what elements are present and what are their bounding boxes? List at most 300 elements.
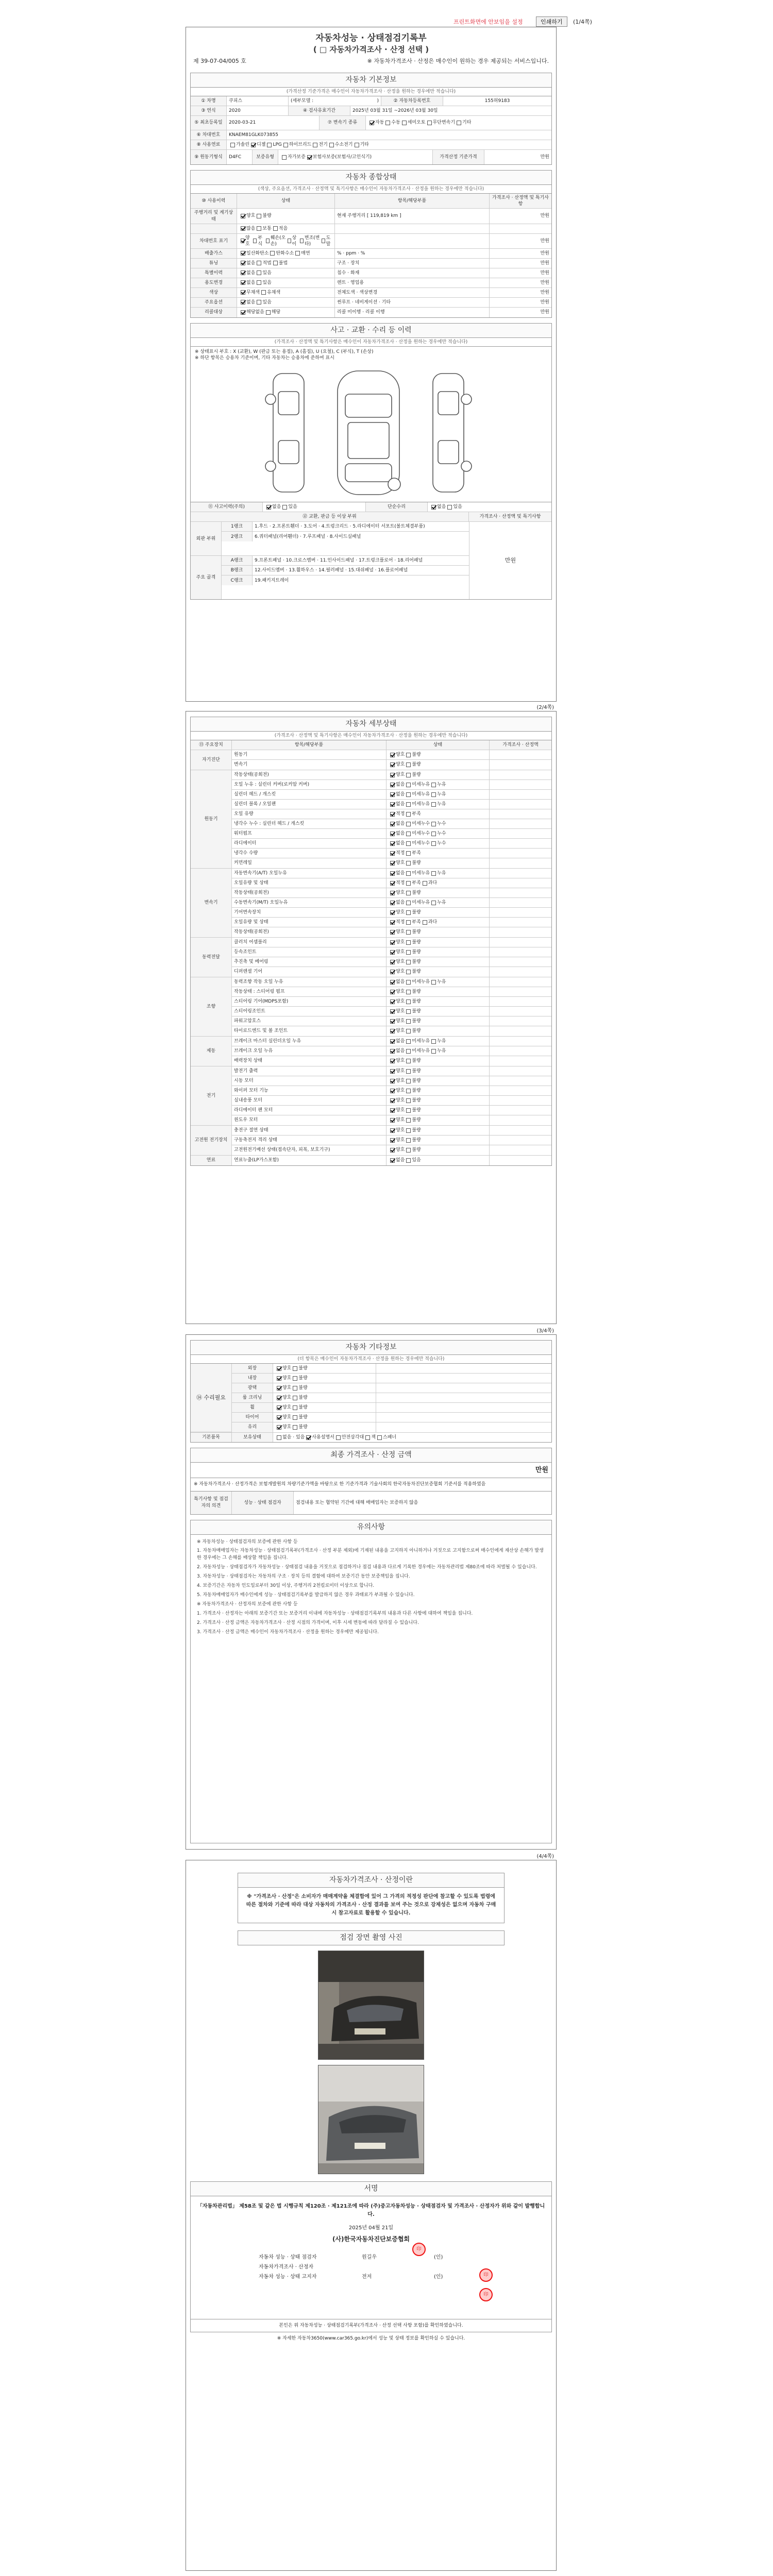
- item-price: [490, 1066, 551, 1076]
- status-opt: 불량: [412, 1127, 421, 1133]
- status-opt: 불량: [412, 890, 421, 895]
- overview-price: 만원: [540, 260, 549, 266]
- item-price: [490, 800, 551, 809]
- car-outline-diagram: [191, 363, 553, 502]
- overview-row: [191, 249, 551, 259]
- status-opt: 미세누유: [412, 1048, 430, 1054]
- overview-extra: 썬루프 · 네비게이션 · 기타: [335, 298, 490, 307]
- check-icon: [390, 1108, 395, 1113]
- check-icon: [390, 773, 395, 777]
- table-row: [232, 1026, 551, 1036]
- damage-items: 19.패키지트레이: [255, 578, 289, 583]
- item-price: [490, 1106, 551, 1115]
- status-opt: 양호: [282, 1385, 292, 1391]
- check-icon: [390, 1079, 395, 1083]
- status-opt: 양호: [396, 890, 405, 895]
- price-explain-title: 자동차가격조사 · 산정이란: [238, 1873, 504, 1888]
- check-icon: [390, 851, 395, 856]
- status-opt: 양호: [396, 1078, 405, 1083]
- status-opt: 있음: [262, 270, 272, 276]
- item-name: 변속기: [232, 760, 386, 770]
- check-icon: [329, 143, 334, 147]
- accident-title: 사고 · 교환 · 수리 등 이력: [190, 323, 552, 337]
- overview-row: [191, 278, 551, 288]
- overview-row: [191, 308, 551, 317]
- check-icon: [241, 251, 245, 256]
- serial-close: ): [377, 98, 379, 104]
- table-row: [232, 898, 551, 908]
- item-price: [490, 957, 551, 967]
- signer-row: [259, 2252, 545, 2262]
- sign-law: 「자동차관리법」 제58조 및 같은 법 시행규칙 제120조 · 제121조에 따라 (주)중고자동차성능 · 상태점검자 및 가격조사 · 산정자가 위와 같이 발행합니다.: [197, 2203, 545, 2217]
- basic-opt: 사용설명서: [312, 1434, 334, 1440]
- status-options: [237, 209, 335, 223]
- status-options: [237, 298, 335, 307]
- check-icon: [402, 121, 407, 125]
- signer-row: [259, 2272, 545, 2282]
- status-opt: 상이: [292, 235, 297, 247]
- price-note: ※ 자동차가격조사 · 산정가격은 보험개발원의 차량기준가액을 바탕으로 한 기준가격과 기술사회의 한국자동차진단보증협회 기준서를 적용하였음: [190, 1478, 552, 1491]
- check-icon: [288, 239, 291, 243]
- item-name: 파워고압호스: [232, 1016, 386, 1026]
- detail-table: [190, 740, 552, 1166]
- caution-line: 4. 보증기간은 자동차 인도일로부터 30일 이상, 주행거리 2천킬로미터 이상으로 합니다.: [197, 1583, 375, 1589]
- sign-date: 2025년 04월 21일: [348, 2225, 394, 2231]
- item-price: [490, 858, 551, 868]
- doc-no-label: 제: [193, 58, 199, 65]
- acc-opt: 있음: [288, 504, 297, 510]
- status-opt: 양호: [396, 860, 405, 866]
- status-opt: 없음: [396, 1158, 405, 1163]
- status-opt: 유채색: [267, 290, 281, 295]
- status-options: [386, 829, 490, 838]
- repair-price: [376, 1364, 551, 1373]
- status-opt: 해당: [271, 310, 281, 315]
- caution-line: 3. 자동차성능 · 상태점검자는 자동차의 구조 · 장치 등의 결함에 대하여 보증기간 동안 보증책임을 집니다.: [197, 1574, 410, 1580]
- car-name-label: ① 차명: [191, 96, 227, 106]
- overview-key: 튜닝: [191, 259, 237, 268]
- item-price: [490, 750, 551, 759]
- check-icon: [406, 841, 411, 846]
- status-opt: 불량: [298, 1395, 308, 1400]
- status-opt: 양호: [396, 998, 405, 1004]
- group-rows: [232, 869, 551, 937]
- status-opt: 없음: [396, 831, 405, 836]
- status-opt: 불량: [412, 929, 421, 935]
- status-options: [386, 760, 490, 770]
- group-rows: [232, 770, 551, 868]
- status-opt: 과다: [428, 880, 438, 886]
- trans-label: ⑦ 변속기 종류: [320, 116, 366, 130]
- status-opt: 탄화수소: [276, 250, 294, 256]
- status-opt: 불량: [412, 998, 421, 1004]
- overview-row: [191, 224, 551, 234]
- status-opt: 불량: [298, 1375, 308, 1381]
- check-icon: [406, 802, 411, 807]
- item-name: 오일 누유 : 실린더 커버(로커암 커버): [232, 780, 386, 789]
- check-icon: [390, 1148, 395, 1153]
- check-icon: [406, 1108, 411, 1113]
- status-options: [386, 997, 490, 1006]
- detail-group: [191, 977, 551, 1037]
- table-row: [232, 1156, 551, 1165]
- item-price: [490, 1156, 551, 1165]
- check-icon: [277, 1396, 281, 1400]
- status-opt: 해당없음: [246, 310, 264, 315]
- check-icon: [390, 881, 395, 886]
- repair-item: 휠: [232, 1403, 273, 1412]
- item-price: [490, 1096, 551, 1105]
- item-name: 스티어링 기어(MDPS포함): [232, 997, 386, 1006]
- repair-item: 타이어: [232, 1413, 273, 1422]
- status-options: [237, 288, 335, 297]
- status-opt: 불량: [412, 1058, 421, 1064]
- check-icon: [406, 1118, 411, 1123]
- group-name: 변속기: [191, 869, 232, 937]
- item-name: 작동상태 : 스티어링 펌프: [232, 987, 386, 996]
- check-icon: [241, 280, 245, 285]
- check-icon: [431, 901, 436, 905]
- check-icon: [273, 261, 278, 265]
- check-icon: [241, 226, 245, 231]
- repair-item: 광택: [232, 1383, 273, 1393]
- item-name: 스티어링조인트: [232, 1007, 386, 1016]
- status-opt: 불량: [412, 762, 421, 768]
- engine: D4FC: [227, 150, 253, 164]
- status-opt: 누유: [437, 782, 446, 787]
- check-icon: [266, 239, 270, 243]
- status-opt: 없음: [246, 260, 256, 266]
- overview-row: [191, 288, 551, 298]
- check-icon: [377, 1435, 382, 1440]
- check-icon: [277, 1425, 281, 1430]
- overview-row: [191, 209, 551, 224]
- overview-extra: [335, 224, 490, 233]
- check-icon: [447, 505, 452, 510]
- status-opt: 미세누유: [412, 979, 430, 985]
- item-name: 동력조향 작동 오일 누유: [232, 977, 386, 987]
- status-options: [386, 1056, 490, 1066]
- check-icon: [406, 1009, 411, 1014]
- check-icon: [431, 802, 436, 807]
- check-icon: [390, 1128, 395, 1133]
- item-price: [490, 809, 551, 819]
- check-icon: [390, 920, 395, 925]
- overview-key: 주행거리 및 계기상태: [191, 209, 237, 223]
- status-opt: 누수: [437, 821, 446, 826]
- status-options: [237, 278, 335, 287]
- item-price: [490, 829, 551, 838]
- table-row: [232, 790, 551, 800]
- table-row: [232, 1016, 551, 1026]
- group-name: 동력전달: [191, 938, 232, 977]
- detail-group: [191, 770, 551, 869]
- status-opt: 양호: [396, 959, 405, 964]
- check-icon: [406, 1148, 411, 1153]
- check-icon: [390, 910, 395, 915]
- check-icon: [390, 861, 395, 866]
- overview-title: 자동차 종합상태: [190, 170, 552, 184]
- basic-items-label: 기본품목: [191, 1433, 232, 1442]
- fuel-opt: 디젤: [257, 142, 266, 147]
- check-icon: [390, 930, 395, 935]
- repair-label: 단순수리: [366, 502, 428, 512]
- col-header: 항목/해당부품: [232, 740, 386, 750]
- table-row: [232, 1136, 551, 1145]
- overview-extra: 전체도색 · 색상변경: [335, 288, 490, 297]
- check-icon: [283, 143, 288, 147]
- caution-line: 1. 가격조사 · 산정자는 아래의 보증기간 또는 보증거리 이내에 자동차성능 · 상태점검기록부의 내용과 다른 사항에 대하여 책임을 집니다.: [197, 1611, 473, 1616]
- table-row: [232, 918, 551, 927]
- item-name: 냉각수 누수 : 실린더 헤드 / 개스킷: [232, 819, 386, 828]
- status-opt: 미세누유: [412, 782, 430, 787]
- status-opt: 있음: [262, 280, 272, 285]
- check-icon: [295, 251, 300, 256]
- car-diagram: [190, 363, 552, 502]
- table-row: [232, 809, 551, 819]
- repair-price: [376, 1374, 551, 1383]
- status-options: [386, 1046, 490, 1056]
- status-options: [386, 750, 490, 759]
- basic-info-table: [190, 96, 552, 165]
- status-options: [386, 1156, 490, 1165]
- status-opt: 양호: [396, 1068, 405, 1074]
- trans-opt: 수동: [391, 120, 400, 126]
- status-options: [386, 957, 490, 967]
- page-2: [186, 705, 557, 1324]
- overview-price: 만원: [540, 270, 549, 276]
- group-rows: [232, 1066, 551, 1125]
- other-note: (더 항목은 매수인이 자동차가격조사 · 산정을 원하는 경우에만 적습니다): [190, 1354, 552, 1363]
- item-name: 오일유량 및 상태: [232, 918, 386, 927]
- check-icon: [241, 300, 245, 304]
- check-icon: [390, 1039, 395, 1044]
- basic-note: (가격산정 기준가격은 매수인이 자동차가격조사 · 산정을 원하는 경우에만 적습니다): [190, 87, 552, 96]
- overview-row: [191, 259, 551, 268]
- status-opt: 없음: [246, 270, 256, 276]
- status-options: [386, 927, 490, 937]
- status-opt: 없음: [396, 900, 405, 905]
- inspect-label: ④ 검사유효기간: [289, 106, 350, 115]
- status-opt: 불량: [412, 1068, 421, 1074]
- status-opt: 도말: [326, 235, 331, 247]
- check-icon: [277, 1386, 281, 1391]
- repair-row: [232, 1374, 551, 1383]
- page-4: [186, 1854, 557, 2571]
- group-name: 자기진단: [191, 750, 232, 770]
- check-icon: [406, 1158, 411, 1163]
- check-icon: [241, 239, 244, 243]
- footer-notice: ※ 자세한 자동차3650(www.car365.go.kr)에서 성능 및 상태 정보를 확인하실 수 있습니다.: [277, 2335, 465, 2341]
- item-price: [490, 1046, 551, 1056]
- table-row: [232, 908, 551, 918]
- status-opt: 누수: [437, 840, 446, 846]
- item-price: [490, 1056, 551, 1066]
- status-opt: 불량: [262, 213, 272, 219]
- status-opt: 양호: [396, 772, 405, 777]
- warranty-opt: 보험사보증(보험사/고인식기): [312, 154, 372, 160]
- check-icon: [277, 1366, 281, 1371]
- trans-opt: 기타: [462, 120, 472, 126]
- status-opt: 미세누수: [412, 821, 430, 826]
- check-icon: [406, 762, 411, 767]
- item-price: [490, 878, 551, 888]
- status-opt: 많음: [246, 226, 256, 231]
- check-icon: [385, 121, 390, 125]
- detail-group: [191, 750, 551, 770]
- group-rows: [232, 1126, 551, 1155]
- car-photo-rear: [318, 2065, 424, 2174]
- status-opt: 누유: [437, 900, 446, 905]
- caution-line: ※ 자동차성능 · 상태점검자의 보증에 관한 사항 등: [197, 1539, 298, 1545]
- check-icon: [390, 1158, 395, 1163]
- item-name: 충전구 절연 상태: [232, 1126, 386, 1135]
- status-options: [386, 849, 490, 858]
- car-name: 쿠피스: [227, 96, 289, 106]
- price-label: 가격산정 기준가격: [433, 150, 484, 164]
- item-name: 워터펌프: [232, 829, 386, 838]
- status-opt: 불량: [412, 1008, 421, 1014]
- overview-price: 만원: [540, 250, 549, 256]
- status-options: [386, 1126, 490, 1135]
- damage-items: 9.프론트패널 · 10.크로스멤버 · 11.인사이드패널 · 17.트렁크플로어 · 18.리어패널: [255, 558, 423, 564]
- status-opt: 양호: [282, 1404, 292, 1410]
- status-opt: 양호: [282, 1365, 292, 1371]
- basic-opt: 보유상태: [232, 1433, 273, 1442]
- check-icon: [390, 841, 395, 846]
- status-opt: 불량: [412, 969, 421, 975]
- company-name: (사)한국자동차진단보증협회: [332, 2235, 410, 2243]
- repair-item: 룸 크리닝: [232, 1393, 273, 1402]
- check-icon: [241, 214, 245, 218]
- table-row: [232, 997, 551, 1007]
- overview-extra: 렌트 · 영업용: [335, 278, 490, 287]
- status-options: [386, 1066, 490, 1076]
- acc-opt: 없음: [272, 504, 281, 510]
- final-price-title: 최종 가격조사 · 산정 금액: [190, 1448, 552, 1462]
- check-icon: [431, 792, 436, 797]
- item-price: [490, 997, 551, 1006]
- status-options: [386, 1086, 490, 1095]
- check-icon: [257, 261, 261, 265]
- repair-item: 내장: [232, 1374, 273, 1383]
- table-row: [232, 869, 551, 878]
- other-title: 자동차 기타정보: [190, 1340, 552, 1354]
- page-3: [186, 1328, 557, 1850]
- check-icon: [427, 121, 432, 125]
- check-icon: [390, 792, 395, 797]
- status-opt: 있음: [412, 1158, 421, 1163]
- check-icon: [267, 143, 272, 147]
- table-row: [232, 750, 551, 760]
- notifier-seal: 印: [479, 2288, 493, 2301]
- status-opt: 과다: [428, 919, 438, 925]
- accident-legend: [190, 346, 552, 363]
- item-name: 브레이크 마스터 실린더오일 누유: [232, 1037, 386, 1046]
- item-name: 브레이크 오일 누유: [232, 1046, 386, 1056]
- status-opt: 적정: [396, 850, 405, 856]
- check-icon: [293, 1366, 297, 1371]
- fuel-opt: 수소전기: [334, 142, 353, 147]
- item-price: [490, 819, 551, 828]
- check-icon: [406, 832, 411, 836]
- status-opt: 양호: [282, 1425, 292, 1430]
- damage-price: 만원: [469, 522, 551, 599]
- status-options: [386, 770, 490, 779]
- trans-options: [366, 116, 551, 130]
- item-name: 냉각수 수량: [232, 849, 386, 858]
- check-icon: [406, 871, 411, 876]
- item-price: [490, 839, 551, 848]
- check-icon: [390, 1069, 395, 1074]
- status-options: [386, 1076, 490, 1086]
- check-icon: [406, 822, 411, 826]
- item-name: 원동기: [232, 750, 386, 759]
- signer-role: 자동차 성능 · 상태 고지자: [259, 2274, 317, 2280]
- status-options: [273, 1422, 376, 1432]
- inspection-photo-rear: [318, 2065, 424, 2174]
- group-rows: [232, 977, 551, 1036]
- repair-row: [232, 1403, 551, 1413]
- group-name: 제동: [191, 1037, 232, 1066]
- status-opt: 양호: [396, 929, 405, 935]
- status-options: [237, 268, 335, 278]
- item-price: [490, 1126, 551, 1135]
- status-opt: 불량: [412, 1097, 421, 1103]
- page-3-mark: (3/4쪽): [536, 1328, 554, 1334]
- status-opt: 불량: [298, 1404, 308, 1410]
- status-opt: 양호: [396, 1127, 405, 1133]
- fuel-opt: LPG: [273, 142, 282, 147]
- check-icon: [336, 1435, 341, 1440]
- check-icon: [406, 1029, 411, 1033]
- fuel-opt: 하이브리드: [289, 142, 312, 147]
- overview-price: 만원: [540, 299, 549, 305]
- serial-label: (세부모델 :: [291, 98, 314, 104]
- status-opt: 양호: [282, 1414, 292, 1420]
- item-name: 작동상태(공회전): [232, 927, 386, 937]
- table-row: [232, 1126, 551, 1136]
- status-opt: 부족: [412, 880, 421, 886]
- status-options: [386, 1037, 490, 1046]
- table-row: [232, 977, 551, 987]
- item-name: 수동변속기(M/T) 오일누유: [232, 898, 386, 907]
- status-opt: 불량: [412, 860, 421, 866]
- basic-opt: 없음 · 있음: [282, 1434, 305, 1440]
- item-name: 커먼레일: [232, 858, 386, 868]
- item-price: [490, 1086, 551, 1095]
- status-options: [237, 249, 335, 258]
- status-opt: 불량: [298, 1425, 308, 1430]
- col-header: 가격조사 · 산정액: [490, 740, 551, 750]
- item-price: [490, 908, 551, 917]
- print-button[interactable]: 인쇄하기: [536, 16, 567, 27]
- check-icon: [390, 802, 395, 807]
- opinion-detail: 점검내용 또는 협약된 기간에 대해 매매업자는 보증하지 않음: [296, 1500, 418, 1505]
- table-row: [232, 938, 551, 947]
- status-opt: 미세누수: [412, 831, 430, 836]
- sign-title: 서명: [190, 2181, 552, 2196]
- group-rows: [232, 1037, 551, 1066]
- check-icon: [406, 970, 411, 974]
- table-row: [232, 770, 551, 780]
- status-opt: 누유: [437, 1048, 446, 1054]
- check-icon: [300, 239, 304, 243]
- item-name: 와이퍼 모터 기능: [232, 1086, 386, 1095]
- status-opt: 불량: [412, 1088, 421, 1093]
- status-options: [386, 1096, 490, 1105]
- check-icon: [406, 901, 411, 905]
